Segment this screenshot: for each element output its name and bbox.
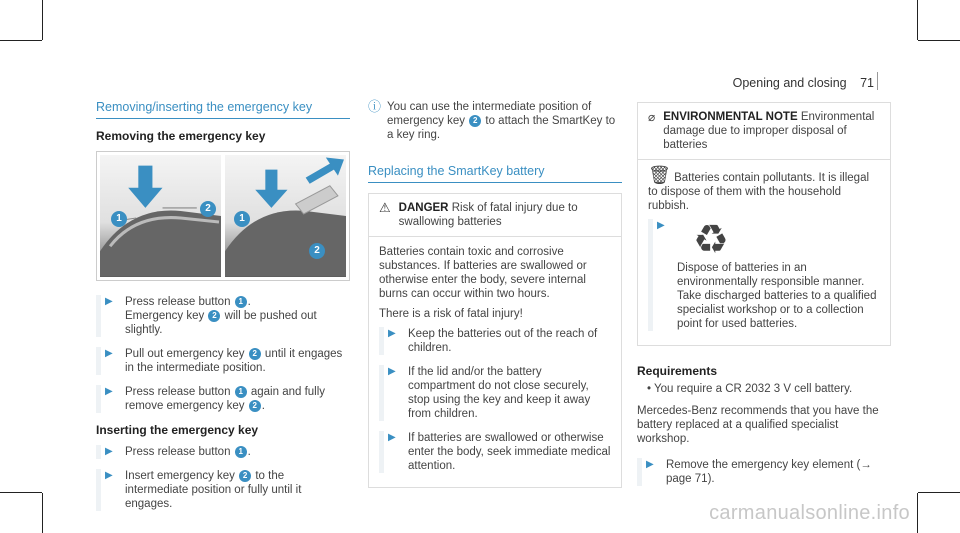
- callout-2: 2: [239, 470, 251, 482]
- requirements-title: Requirements: [637, 364, 718, 378]
- callout-1: 1: [235, 446, 247, 458]
- triangle-right-icon: ▶: [105, 348, 113, 359]
- callout-2: 2: [208, 310, 220, 322]
- step-text: Remove the emergency key element (→ page 71).: [666, 459, 872, 485]
- figure-panel-right: [225, 155, 346, 277]
- danger-paragraph: Batteries contain toxic and corrosive substances. If batteries are swallowed or otherwise enter the body, severe internal burns can occur within two hours.: [379, 246, 587, 300]
- triangle-right-icon: ▶: [388, 432, 396, 443]
- step: [96, 295, 350, 337]
- crop-mark: [917, 0, 918, 40]
- warning-triangle-icon: ⚠: [379, 200, 391, 215]
- triangle-right-icon: ▶: [388, 366, 396, 377]
- crop-mark: [0, 40, 42, 41]
- body-text: Mercedes-Benz recommends that you have the battery replaced at a qualified specialist workshop.: [637, 405, 879, 445]
- step: [637, 458, 891, 486]
- step-text: Press release button 1 . Emergency key 2 will be pushed out slightly.: [125, 296, 317, 336]
- crop-mark: [918, 492, 960, 493]
- column-2: [368, 100, 622, 488]
- step: [96, 469, 350, 511]
- step-text: Keep the batteries out of the reach of children.: [408, 328, 598, 354]
- environment-text: Environmental damage due to improper disposal of batteries: [663, 111, 875, 151]
- page-header: [733, 76, 874, 90]
- step-text: Dispose of batteries in an environmentally responsible manner. Take discharged batteries to a qualified specialist workshop or to a collection point for used batteries.: [677, 262, 877, 330]
- requirement-item: • You require a CR 2032 3 V cell battery.: [647, 383, 853, 395]
- column-3: [637, 102, 891, 496]
- callout-2: 2: [249, 348, 261, 360]
- step: [96, 445, 350, 459]
- triangle-right-icon: ▶: [105, 296, 113, 307]
- step-text: Press release button 1 .: [125, 446, 251, 458]
- callout-1: 1: [235, 386, 247, 398]
- callout-1: 1: [111, 211, 127, 227]
- callout-2: 2: [200, 201, 216, 217]
- environment-icon: ⌀: [648, 110, 656, 124]
- danger-body: [369, 237, 621, 487]
- step: [648, 219, 880, 331]
- step-text: Insert emergency key 2 to the intermediate position or fully until it engages.: [125, 470, 302, 510]
- callout-2: 2: [249, 400, 261, 412]
- danger-label: DANGER: [398, 202, 449, 214]
- step: [96, 347, 350, 375]
- info-note: [368, 100, 622, 142]
- crop-mark: [917, 493, 918, 533]
- crossed-bin-icon: 🗑: [648, 165, 671, 185]
- crop-mark: [42, 493, 43, 533]
- triangle-right-icon: ▶: [657, 220, 665, 231]
- triangle-right-icon: ▶: [646, 459, 654, 470]
- figure-panel-left: [100, 155, 221, 277]
- section-title: Replacing the SmartKey battery: [368, 164, 622, 183]
- crop-mark: [0, 492, 42, 493]
- triangle-right-icon: ▶: [105, 470, 113, 481]
- danger-paragraph: There is a risk of fatal injury!: [379, 308, 523, 320]
- environment-label: ENVIRONMENTAL NOTE: [663, 111, 798, 123]
- triangle-right-icon: ▶: [105, 386, 113, 397]
- environment-body: [638, 160, 890, 345]
- section-title: Removing/inserting the emergency key: [96, 100, 350, 119]
- danger-text: Risk of fatal injury due to swallowing batteries: [398, 202, 578, 228]
- step: [379, 327, 611, 355]
- header-title: Opening and closing: [732, 76, 847, 90]
- key-figure: [96, 151, 350, 281]
- info-icon: ⓘ: [368, 99, 382, 114]
- subsection-title: Removing the emergency key: [96, 129, 266, 143]
- environment-box: [637, 102, 891, 346]
- callout-1: 1: [235, 296, 247, 308]
- callout-2: 2: [469, 115, 481, 127]
- column-1: [96, 100, 350, 521]
- step-text: Pull out emergency key 2 until it engages in the intermediate position.: [125, 348, 343, 374]
- recycle-icon: ♻: [693, 218, 729, 262]
- crop-mark: [918, 40, 960, 41]
- step-text: If batteries are swallowed or otherwise enter the body, seek immediate medical attention.: [408, 432, 611, 472]
- step-text: Press release button 1 again and fully remove emergency key 2 .: [125, 386, 326, 412]
- callout-2: 2: [309, 243, 325, 259]
- page-number: 71: [860, 76, 874, 90]
- step-text: If the lid and/or the battery compartment do not close securely, stop using the key and keep it away from children.: [408, 366, 591, 420]
- step: [379, 365, 611, 421]
- step: [96, 385, 350, 413]
- crop-mark: [42, 0, 43, 40]
- step: [379, 431, 611, 473]
- triangle-right-icon: ▶: [388, 328, 396, 339]
- divider: [877, 72, 878, 90]
- subsection-title: Inserting the emergency key: [96, 423, 259, 437]
- danger-header: [369, 194, 621, 237]
- triangle-right-icon: ▶: [105, 446, 113, 457]
- watermark: carmanualsonline.info: [709, 502, 910, 524]
- callout-1: 1: [234, 211, 250, 227]
- danger-box: [368, 193, 622, 488]
- info-text: You can use the intermediate position of emergency key 2 to attach the SmartKey to a key ring.: [387, 101, 616, 141]
- environment-paragraph: Batteries contain pollutants. It is illegal to dispose of them with the household rubbish.: [648, 172, 870, 212]
- environment-header: [638, 103, 890, 160]
